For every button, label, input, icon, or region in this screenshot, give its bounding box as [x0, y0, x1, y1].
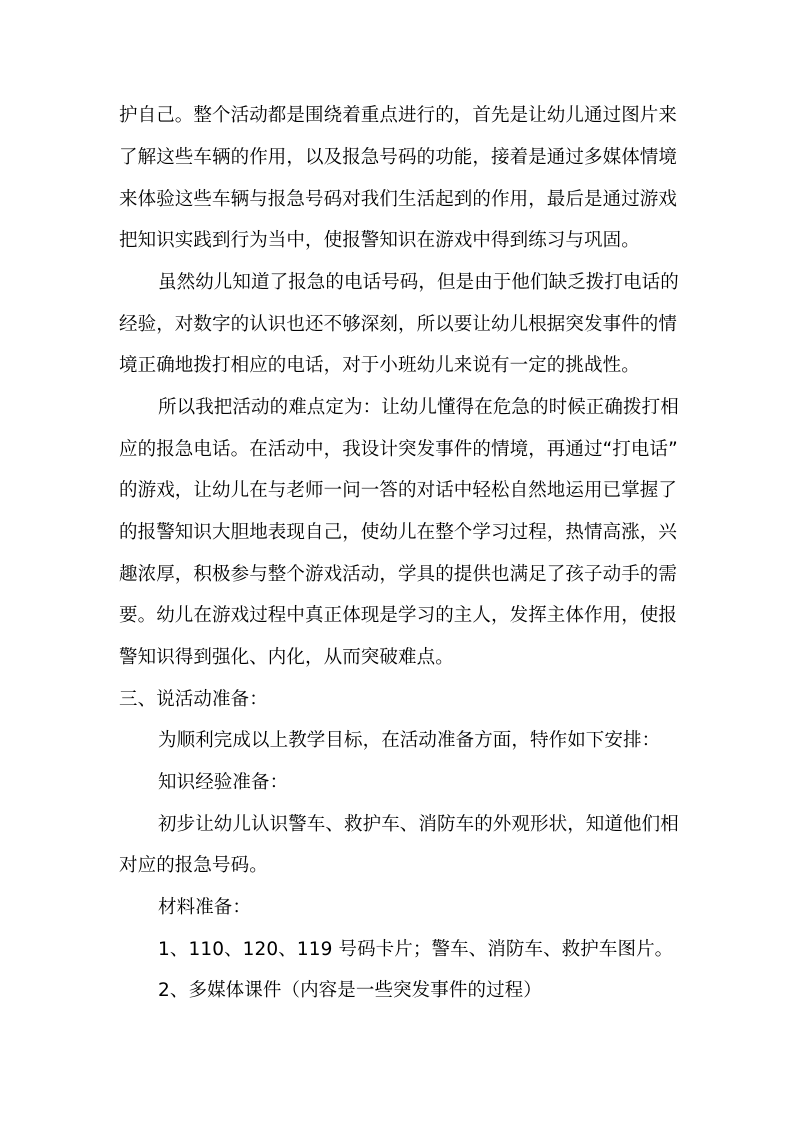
paragraph-line: 把知识实践到行为当中，使报警知识在游戏中得到练习与巩固。: [119, 230, 640, 251]
paragraph-line: 警知识得到强化、内化，从而突破难点。: [119, 647, 454, 668]
list-item: 1、110、120、119 号码卡片；警车、消防车、救护车图片。: [158, 939, 674, 960]
paragraph-line: 经验，对数字的认识也还不够深刻，所以要让幼儿根据突发事件的情: [119, 314, 678, 335]
section-heading: 三、说活动准备：: [119, 689, 268, 710]
paragraph-line: 趣浓厚，积极参与整个游戏活动，学具的提供也满足了孩子动手的需: [119, 564, 678, 585]
paragraph-line: 要。幼儿在游戏过程中真正体现是学习的主人，发挥主体作用，使报: [119, 605, 678, 626]
paragraph-line: 初步让幼儿认识警车、救护车、消防车的外观形状，知道他们相: [158, 814, 679, 835]
paragraph-line: 护自己。整个活动都是围绕着重点进行的，首先是让幼儿通过图片来: [119, 105, 678, 126]
list-item: 2、多媒体课件（内容是一些突发事件的过程）: [158, 980, 542, 1001]
paragraph-line: 的报警知识大胆地表现自己，使幼儿在整个学习过程，热情高涨，兴: [119, 522, 678, 543]
paragraph-line: 所以我把活动的难点定为：让幼儿懂得在危急的时候正确拨打相: [158, 397, 679, 418]
paragraph-line: 虽然幼儿知道了报急的电话号码，但是由于他们缺乏拨打电话的: [158, 272, 679, 293]
subheading: 知识经验准备：: [158, 772, 289, 793]
paragraph-line: 为顺利完成以上教学目标，在活动准备方面，特作如下安排：: [158, 730, 661, 751]
paragraph-line: 的游戏，让幼儿在与老师一问一答的对话中轻松自然地运用已掌握了: [119, 480, 678, 501]
paragraph-line: 境正确地拨打相应的电话，对于小班幼儿来说有一定的挑战性。: [119, 355, 640, 376]
paragraph-line: 应的报急电话。在活动中，我设计突发事件的情境，再通过“打电话”: [119, 439, 678, 460]
paragraph-line: 了解这些车辆的作用，以及报急号码的功能，接着是通过多媒体情境: [119, 147, 678, 168]
paragraph-line: 来体验这些车辆与报急号码对我们生活起到的作用，最后是通过游戏: [119, 189, 678, 210]
subheading: 材料准备：: [158, 897, 252, 918]
paragraph-line: 对应的报急号码。: [119, 855, 268, 876]
